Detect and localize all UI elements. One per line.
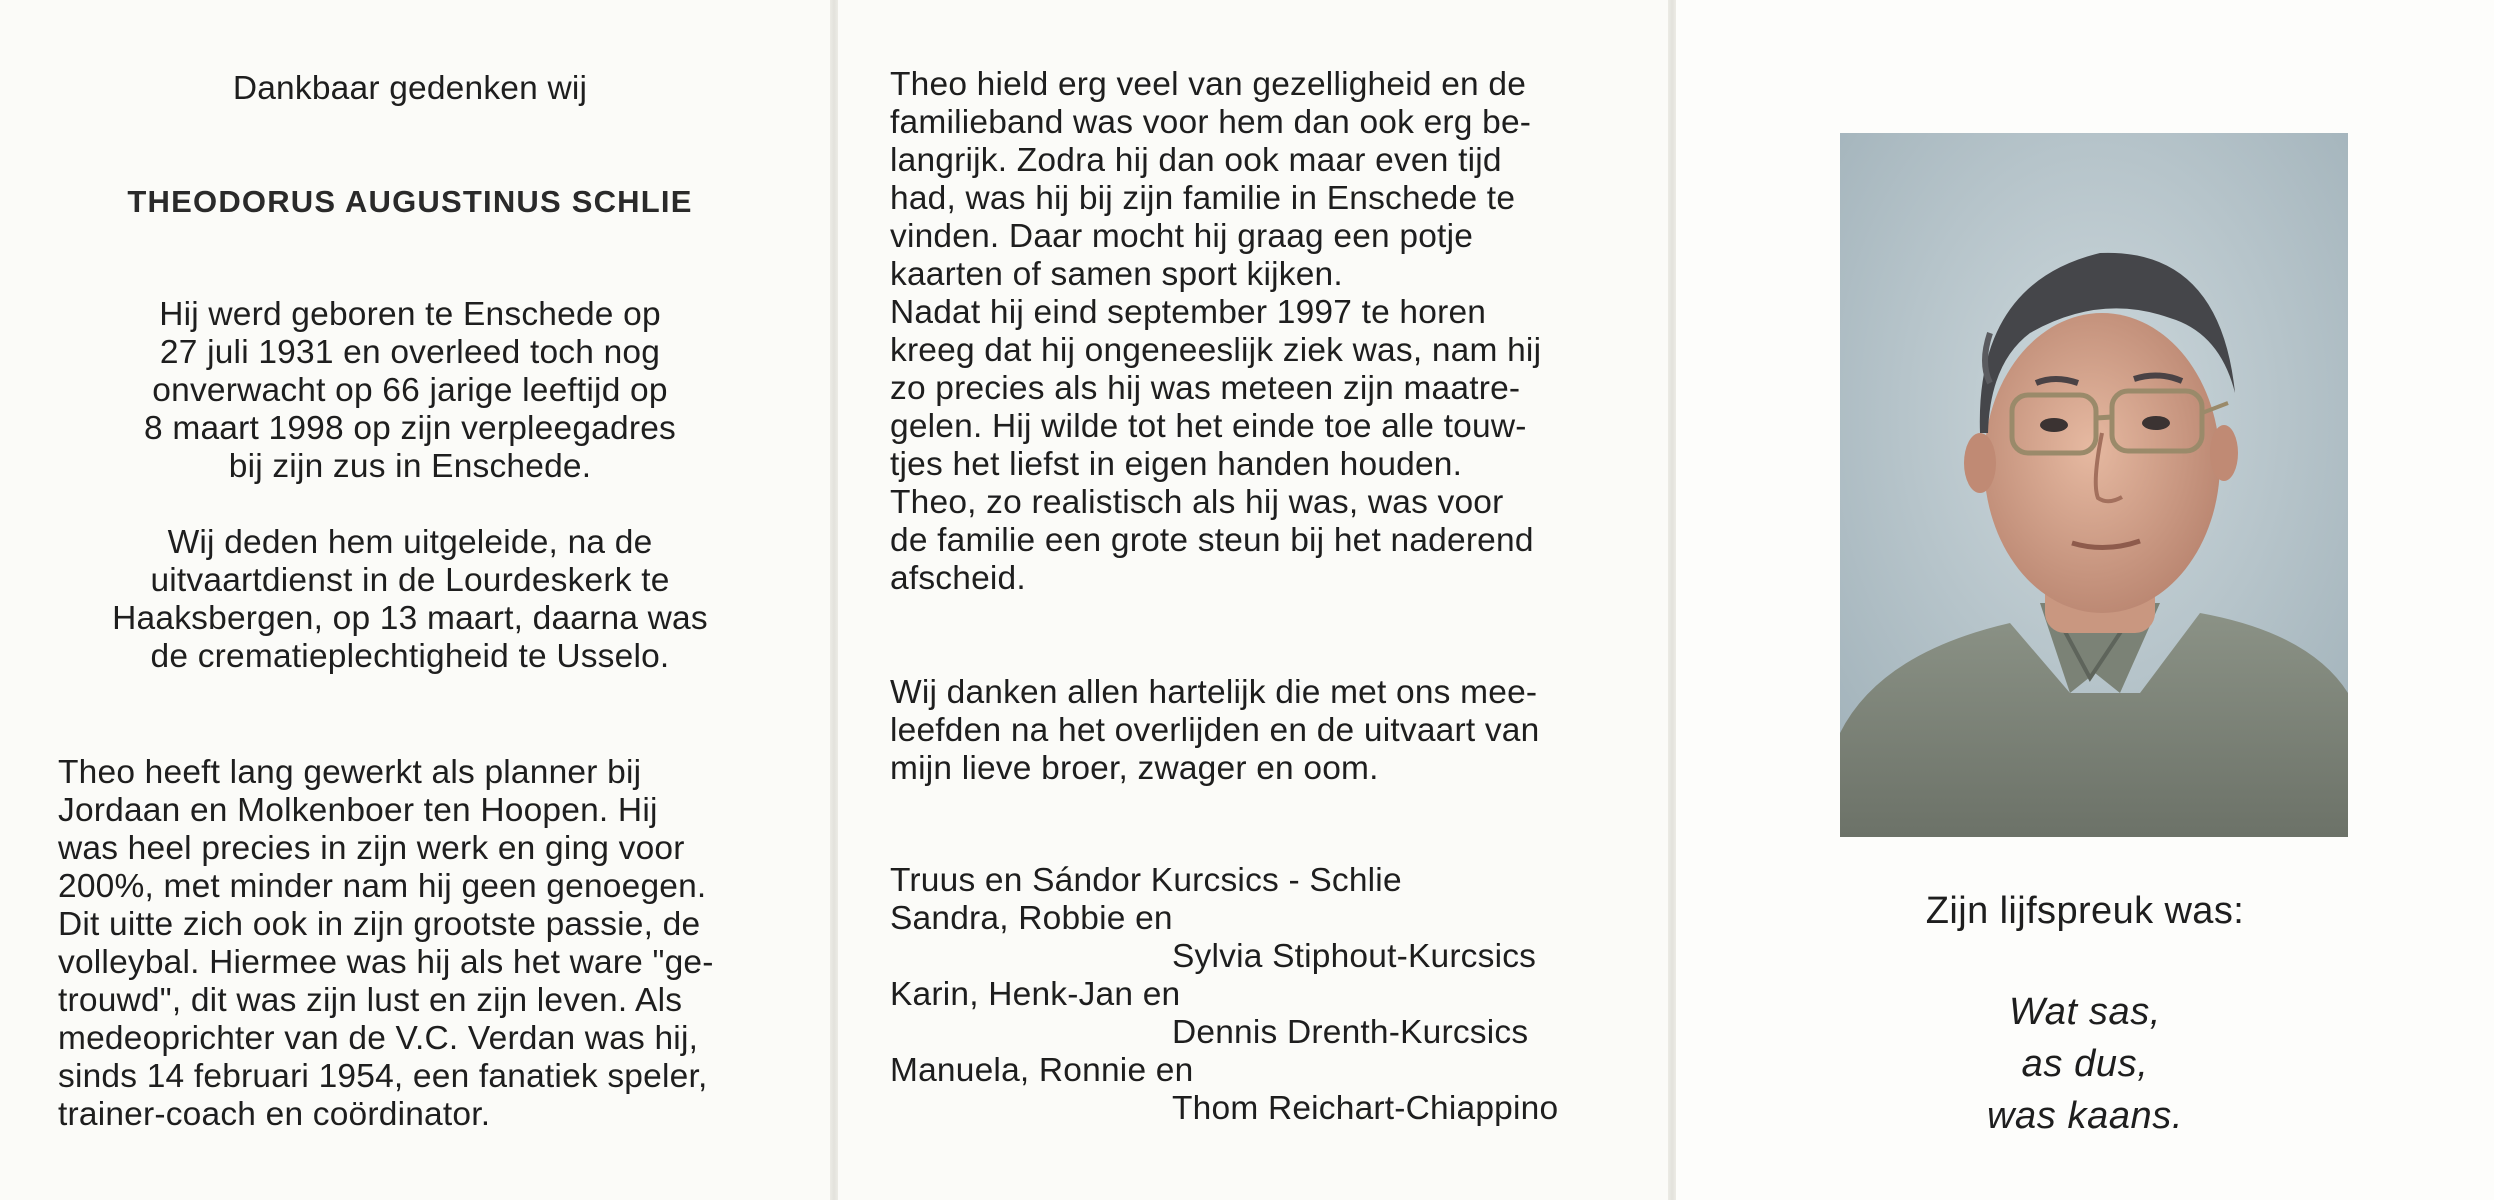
work-line: medeoprichter van de V.C. Verdan was hij, [58,1020,699,1057]
funeral-line: de crematieplechtigheid te Usselo. [150,638,670,675]
funeral-paragraph [40,524,780,676]
deceased-name: THEODORUS AUGUSTINUS SCHLIE [127,184,693,219]
family-line: vinden. Daar mocht hij graag een potje [890,218,1474,255]
work-line: trouwd", dit was zijn lust en zijn leven. Als [58,982,683,1019]
right-panel [1676,0,2494,1200]
work-line: Theo heeft lang gewerkt als planner bij [58,754,642,791]
portrait-illustration [1840,133,2348,837]
birth-line: 27 juli 1931 en overleed toch nog [159,334,661,371]
family-line: familieband was voor hem dan ook erg be- [890,104,1532,141]
family-line: gelen. Hij wilde tot het einde toe alle touw- [890,408,1527,445]
family-line: kaarten of samen sport kijken. [890,256,1343,293]
work-line: was heel precies in zijn werk en ging voor [58,830,685,867]
birth-paragraph [40,296,780,486]
family-line: langrijk. Zodra hij dan ook maar even tijd [890,142,1502,179]
motto-line: was kaans. [1986,1095,2184,1137]
funeral-line: Wij deden hem uitgeleide, na de [167,524,653,561]
work-line: Jordaan en Molkenboer ten Hoopen. Hij [58,792,658,829]
funeral-line: uitvaartdienst in de Lourdeskerk te [150,562,670,599]
signer-line: Sandra, Robbie en [890,900,1173,937]
left-panel [0,0,830,1200]
work-line: Dit uitte zich ook in zijn grootste passie, de [58,906,701,943]
signers-list [890,862,1586,1128]
work-line: sinds 14 februari 1954, een fanatiek speler, [58,1058,708,1095]
motto-heading: Zijn lijfspreuk was: [1925,890,2245,932]
portrait-photo [1840,133,2348,837]
motto [1716,986,2454,1142]
family-line: kreeg dat hij ongeneeslijk ziek was, nam hij [890,332,1542,369]
family-line: zo precies als hij was meteen zijn maatre- [890,370,1521,407]
thanks-line: leefden na het overlijden en de uitvaart van [890,712,1540,749]
work-paragraph [58,754,758,1134]
signer-line: Dennis Drenth-Kurcsics [1172,1014,1529,1051]
birth-line: bij zijn zus in Enschede. [228,448,592,485]
greeting: Dankbaar gedenken wij [232,70,588,107]
birth-line: onverwacht op 66 jarige leeftijd op [152,372,668,409]
family-line: tjes het liefst in eigen handen houden. [890,446,1463,483]
signer-line: Karin, Henk-Jan en [890,976,1181,1013]
family-line: had, was hij bij zijn familie in Enschede te [890,180,1516,217]
family-line: Theo, zo realistisch als hij was, was voor [890,484,1504,521]
work-line: trainer-coach en coördinator. [58,1096,491,1133]
thanks-line: Wij danken allen hartelijk die met ons mee- [890,674,1538,711]
signer-line: Manuela, Ronnie en [890,1052,1194,1089]
family-line: Nadat hij eind september 1997 te horen [890,294,1487,331]
family-paragraph [890,66,1586,598]
signer-line: Truus en Sándor Kurcsics - Schlie [890,862,1402,899]
birth-line: Hij werd geboren te Enschede op [159,296,661,333]
thanks-paragraph [890,674,1586,788]
middle-panel [838,0,1668,1200]
signer-line: Thom Reichart-Chiappino [1172,1090,1559,1127]
work-line: 200%, met minder nam hij geen genoegen. [58,868,707,905]
family-line: Theo hield erg veel van gezelligheid en de [890,66,1527,103]
thanks-line: mijn lieve broer, zwager en oom. [890,750,1379,787]
family-line: afscheid. [890,560,1026,597]
fold-line [830,0,838,1200]
signer-line: Sylvia Stiphout-Kurcsics [1172,938,1537,975]
motto-line: Wat sas, [2009,991,2161,1033]
fold-line [1668,0,1676,1200]
funeral-line: Haaksbergen, op 13 maart, daarna was [112,600,708,637]
family-line: de familie een grote steun bij het naderend [890,522,1534,559]
motto-line: as dus, [2021,1043,2149,1085]
work-line: volleybal. Hiermee was hij als het ware "ge- [58,944,714,981]
birth-line: 8 maart 1998 op zijn verpleegadres [144,410,676,447]
